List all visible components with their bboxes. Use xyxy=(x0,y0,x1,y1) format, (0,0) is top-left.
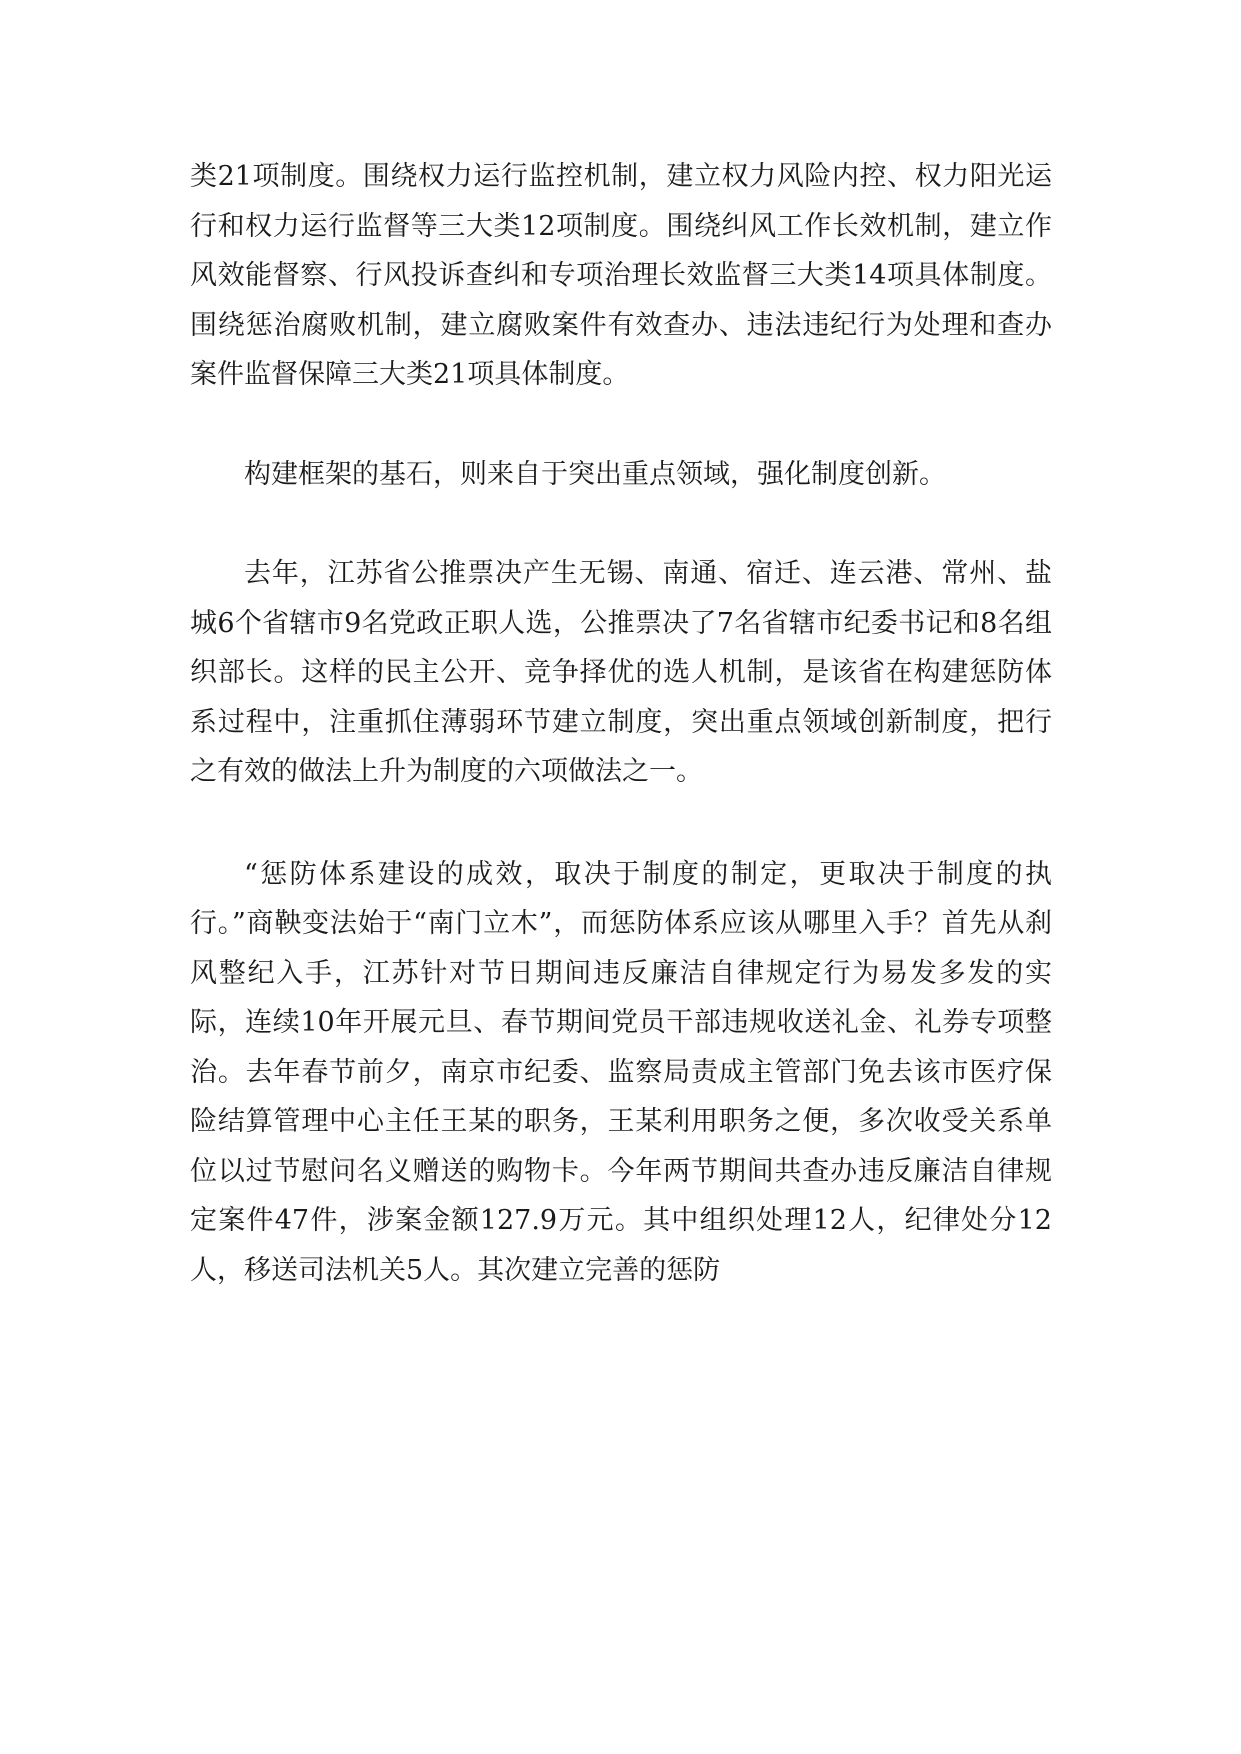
paragraph-gap xyxy=(190,797,1052,850)
paragraph-1: 类21项制度。围绕权力运行监控机制，建立权力风险内控、权力阳光运行和权力运行监督等三大类12项制度。围绕纠风工作长效机制，建立作风效能督察、行风投诉查纠和专项治理长效监督三大类14项具体制度。围绕惩治腐败机制，建立腐败案件有效查办、违法违纪行为处理和查办案件监督保障三大类21项具体制度。 xyxy=(190,161,1052,390)
paragraph-3: 去年，江苏省公推票决产生无锡、南通、宿迁、连云港、常州、盐城6个省辖市9名党政正职人选，公推票决了7名省辖市纪委书记和8名组织部长。这样的民主公开、竞争择优的选人机制，是该省在构建惩防体系过程中，注重抓住薄弱环节建立制度，突出重点领域创新制度，把行之有效的做法上升为制度的六项做法之一。 xyxy=(190,558,1052,787)
paragraph-2: 构建框架的基石，则来自于突出重点领域，强化制度创新。 xyxy=(244,458,946,490)
paragraph-gap xyxy=(190,499,1052,549)
document-body xyxy=(190,152,1052,1295)
paragraph-4: “惩防体系建设的成效，取决于制度的制定，更取决于制度的执行。”商鞅变法始于“南门立木”，而惩防体系应该从哪里入手？首先从刹风整纪入手，江苏针对节日期间违反廉洁自律规定行为易发多发的实际，连续10年开展元旦、春节期间党员干部违规收送礼金、礼券专项整治。去年春节前夕，南京市纪委、监察局责成主管部门免去该市医疗保险结算管理中心主任王某的职务，王某利用职务之便，多次收受关系单位以过节慰问名义赠送的购物卡。今年两节期间共查办违反廉洁自律规定案件47件，涉案金额127.9万元。其中组织处理12人，纪律处分12人，移送司法机关5人。其次建立完善的惩防 xyxy=(190,858,1052,1286)
paragraph-gap xyxy=(190,400,1052,450)
